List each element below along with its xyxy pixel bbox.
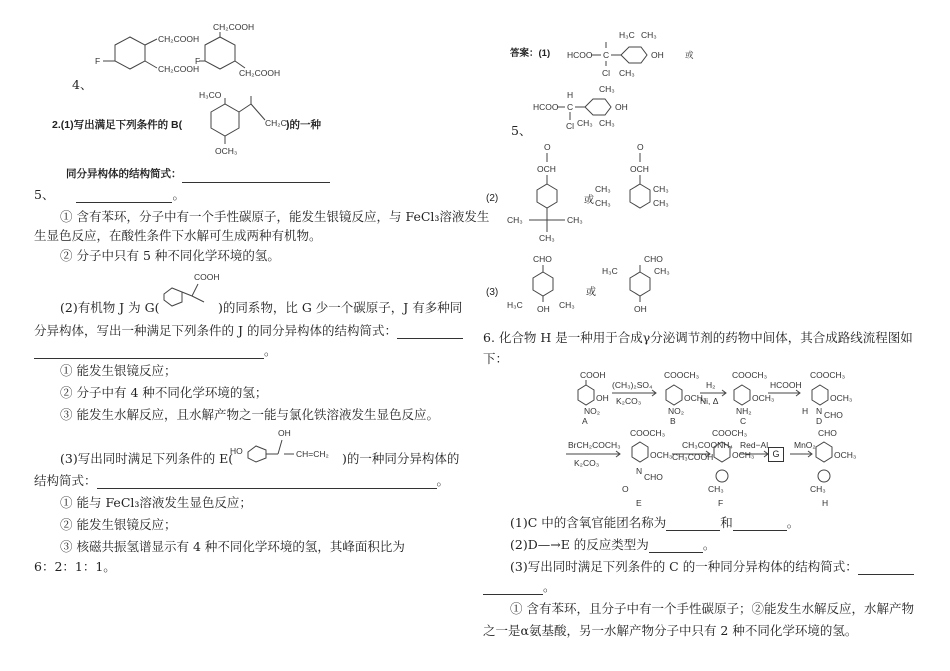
mol-text: H [567, 90, 574, 100]
condition-text: 之一是α氨基酸，另一水解产物分子中只有 2 种不同化学环境的氢。 [483, 623, 858, 638]
svg-text:COOCH₃: COOCH₃ [664, 370, 700, 380]
question-text [510, 558, 914, 575]
mol-text: C [603, 50, 610, 60]
question-text: (2)D—→E 的反应类型为 [510, 537, 649, 552]
mol-text: OCH [630, 164, 649, 174]
question-text [34, 322, 463, 339]
mol-text: CH₂COOH [239, 68, 281, 78]
answer-1b-diagram [533, 86, 653, 136]
mol-text: 或 [685, 50, 694, 60]
svg-text:CHO: CHO [818, 428, 837, 438]
structure-4b-diagram [195, 22, 281, 90]
svg-text:COOCH₃: COOCH₃ [810, 370, 846, 380]
reagent: K₂CO₃ [574, 458, 600, 468]
mol-text: OH [634, 304, 647, 314]
mol-text: CH₃ [559, 300, 575, 310]
question-text [510, 536, 715, 553]
svg-text:N: N [816, 406, 823, 416]
mol-text: H₃C [602, 266, 618, 276]
svg-text:O: O [622, 484, 629, 494]
mol-text: HCOO [533, 102, 559, 112]
mol-text: CH₂COOH [158, 64, 200, 74]
mol-text: OH [537, 304, 550, 314]
condition-text: ③ 能发生水解反应，且水解产物之一能与氯化铁溶液发生显色反应。 [60, 407, 439, 422]
condition-text: ① 含有苯环，分子中有一个手性碳原子，能发生银镜反应，与 FeCl₃溶液发生 [60, 209, 490, 224]
mol-text: O [637, 142, 644, 152]
reagent: CH₃COONH₄ [682, 440, 733, 450]
condition-text: 生显色反应，在酸性条件下水解可生成两种有机物。 [34, 228, 322, 243]
svg-text:NO₂: NO₂ [584, 406, 601, 416]
svg-text:A: A [582, 416, 588, 426]
item-number [34, 186, 185, 203]
answer-1a-diagram [567, 28, 707, 88]
svg-text:OCH₃: OCH₃ [752, 393, 775, 403]
question-text: 下： [483, 351, 509, 366]
svg-text:N: N [636, 466, 643, 476]
answer-label: 答案：(1) [510, 48, 551, 59]
mol-text: CH₃ [539, 233, 555, 243]
item-number: 5、 [34, 187, 55, 202]
condition-text: ③ 核磁共振氢谱显示有 4 种不同化学环境的氢，其峰面积比为 [60, 539, 405, 554]
question-text: (1)C 中的含氧官能团名称为 [510, 515, 667, 530]
reagent: HCOOH [770, 380, 802, 390]
answer-2a-diagram [503, 140, 593, 250]
mol-text: HCOO [567, 50, 593, 60]
svg-text:COOCH₃: COOCH₃ [712, 428, 748, 438]
condition-text: 6：2：1：1。 [34, 559, 116, 574]
condition-text: ① 能发生银镜反应； [60, 363, 177, 378]
mol-text: CH₃ [507, 215, 523, 225]
condition-text: ② 分子中只有 5 种不同化学环境的氢。 [60, 248, 280, 263]
answer-2b-diagram [593, 140, 683, 220]
answer-blank[interactable] [666, 518, 720, 531]
question-text [510, 514, 799, 531]
question-text: 同分异构体的结构简式： [66, 168, 182, 180]
mol-text: CH₃ [653, 198, 669, 208]
svg-text:COOCH₃: COOCH₃ [630, 428, 666, 438]
or-text: 或 [584, 195, 594, 206]
answer-blank[interactable] [649, 540, 703, 553]
mol-text: O [544, 142, 551, 152]
svg-text:CHO: CHO [824, 410, 843, 420]
mol-text: COOH [194, 272, 220, 282]
svg-text:OCH₃: OCH₃ [684, 393, 707, 403]
question-text: 2.(1)写出满足下列条件的 B( [52, 119, 183, 131]
mol-text: OCH₃ [215, 146, 238, 156]
question-text [34, 472, 449, 489]
compound-g-box: G [768, 447, 784, 462]
mol-text: CH₃ [599, 118, 615, 128]
question-text: )的同系物，比 G 少一个碳原子，J 有多种同 [218, 300, 463, 315]
answer-3a-diagram [503, 252, 593, 322]
svg-text:C: C [740, 416, 747, 426]
mol-text: OH [651, 50, 664, 60]
svg-text:OCH₃: OCH₃ [732, 450, 755, 460]
question-text [66, 166, 330, 183]
answer-blank[interactable] [858, 562, 914, 575]
svg-text:CH₃: CH₃ [708, 484, 724, 494]
mol-text: CH₃ [599, 84, 615, 94]
punct: 。 [543, 579, 556, 594]
mol-text: Cl [602, 68, 611, 78]
punct: 。 [786, 515, 800, 530]
reagent: (CH₃)₂SO₄ [612, 380, 653, 390]
mol-text: CH₃ [567, 215, 583, 225]
mol-text: CH₂COOH [158, 34, 200, 44]
mol-text: H₃C [507, 300, 523, 310]
svg-text:E: E [636, 498, 642, 508]
question-text: 分异构体，写出一种满足下列条件的 J 的同分异构体的结构简式： [34, 323, 397, 338]
mol-text: OH [278, 428, 291, 438]
svg-text:COOH: COOH [580, 370, 606, 380]
mol-text: H₃CO [199, 90, 222, 100]
answer-blank[interactable] [97, 476, 437, 489]
mol-text: CH=CH₂ [296, 449, 329, 459]
punct: 。 [172, 187, 185, 202]
mol-text: C [567, 102, 574, 112]
condition-text: ① 含有苯环，且分子中有一个手性碳原子；②能发生水解反应，水解产物 [510, 601, 914, 616]
item-number: 4、 [72, 77, 93, 92]
question-text: 和 [720, 515, 733, 530]
mol-text: OH [615, 102, 628, 112]
punct: 。 [264, 343, 277, 358]
reagent: CH₃COOH [672, 452, 714, 462]
condition-text: ② 分子中有 4 种不同化学环境的氢； [60, 385, 268, 400]
answer-blank[interactable] [483, 582, 543, 595]
svg-text:OCH₃: OCH₃ [650, 450, 673, 460]
mol-text: HO [230, 446, 243, 456]
mol-text: CH₃ [641, 30, 657, 40]
question-text: 6. 化合物 H 是一种用于合成γ分泌调节剂的药物中间体，其合成路线流程图如 [483, 330, 913, 345]
mol-text: F [95, 56, 101, 66]
item-number: 5、 [511, 123, 532, 138]
punct: 。 [436, 473, 450, 488]
mol-text: CH₃ [595, 198, 611, 208]
reagent: MnO₂ [794, 440, 816, 450]
mol-text: CH₃ [653, 184, 669, 194]
svg-text:NH₂: NH₂ [736, 406, 752, 416]
compound-e [622, 428, 672, 508]
reagent: BrCH₂COCH₃ [568, 440, 621, 450]
or-text: 或 [586, 287, 596, 298]
structure-e-diagram [228, 428, 348, 468]
svg-text:D: D [816, 416, 823, 426]
svg-text:OCH₃: OCH₃ [834, 450, 857, 460]
svg-text:OCH₃: OCH₃ [830, 393, 853, 403]
synthesis-scheme [560, 368, 890, 518]
mol-text: CH₂Cl [265, 118, 289, 128]
question-text: 结构简式： [34, 473, 97, 488]
answer-blank[interactable] [182, 170, 330, 183]
mol-text: H₃C [619, 30, 635, 40]
mol-text: F [195, 56, 201, 66]
mol-text: CH₃ [654, 266, 670, 276]
mol-text: CH₂COOH [213, 22, 255, 32]
svg-text:H: H [822, 498, 829, 508]
svg-text:CHO: CHO [644, 472, 663, 482]
answer-label: (2) [486, 193, 499, 204]
question-text: (3)写出同时满足下列条件的 C 的一种同分异构体的结构简式： [510, 559, 858, 574]
condition-text: ① 能与 FeCl₃溶液发生显色反应； [60, 495, 252, 510]
mol-text: CH₃ [619, 68, 635, 78]
mol-text: CH₃ [595, 184, 611, 194]
punct: 。 [702, 537, 716, 552]
condition-text: ② 能发生银镜反应； [60, 517, 177, 532]
svg-text:OH: OH [596, 393, 609, 403]
answer-blank[interactable] [733, 518, 787, 531]
answer-line [483, 578, 556, 595]
answer-line [34, 342, 277, 359]
mol-text: OCH [537, 164, 556, 174]
svg-text:B: B [670, 416, 676, 426]
reagent: K₂CO₃ [616, 396, 642, 406]
reagent: Ni, Δ [700, 396, 719, 406]
answer-3b-diagram [600, 252, 690, 322]
mol-text: CHO [644, 254, 663, 264]
question-text: (3)写出同时满足下列条件的 E( [60, 451, 234, 466]
svg-text:H: H [802, 406, 809, 416]
reagent: H₂ [706, 380, 716, 390]
svg-text:NO₂: NO₂ [668, 406, 685, 416]
mol-text: CHO [533, 254, 552, 264]
svg-text:F: F [718, 498, 724, 508]
answer-label: (3) [486, 287, 499, 298]
answer-blank[interactable] [397, 326, 463, 339]
mol-text: Cl [566, 121, 575, 131]
structure-4a-diagram [95, 30, 200, 90]
answer-blank[interactable] [34, 346, 264, 359]
compound-d [802, 370, 852, 426]
compound-c [732, 370, 774, 426]
question-text: )的一种 [286, 119, 321, 131]
question-text: )的一种同分异构体的 [342, 451, 460, 466]
svg-text:COOCH₃: COOCH₃ [732, 370, 768, 380]
compound-a [578, 370, 609, 426]
mol-text: CH₃ [577, 118, 593, 128]
compound-h [810, 428, 856, 508]
question-text: (2)有机物 J 为 G( [60, 300, 160, 315]
reagent: Red−Al [740, 440, 769, 450]
answer-blank[interactable] [76, 190, 172, 203]
svg-text:CH₃: CH₃ [810, 484, 826, 494]
